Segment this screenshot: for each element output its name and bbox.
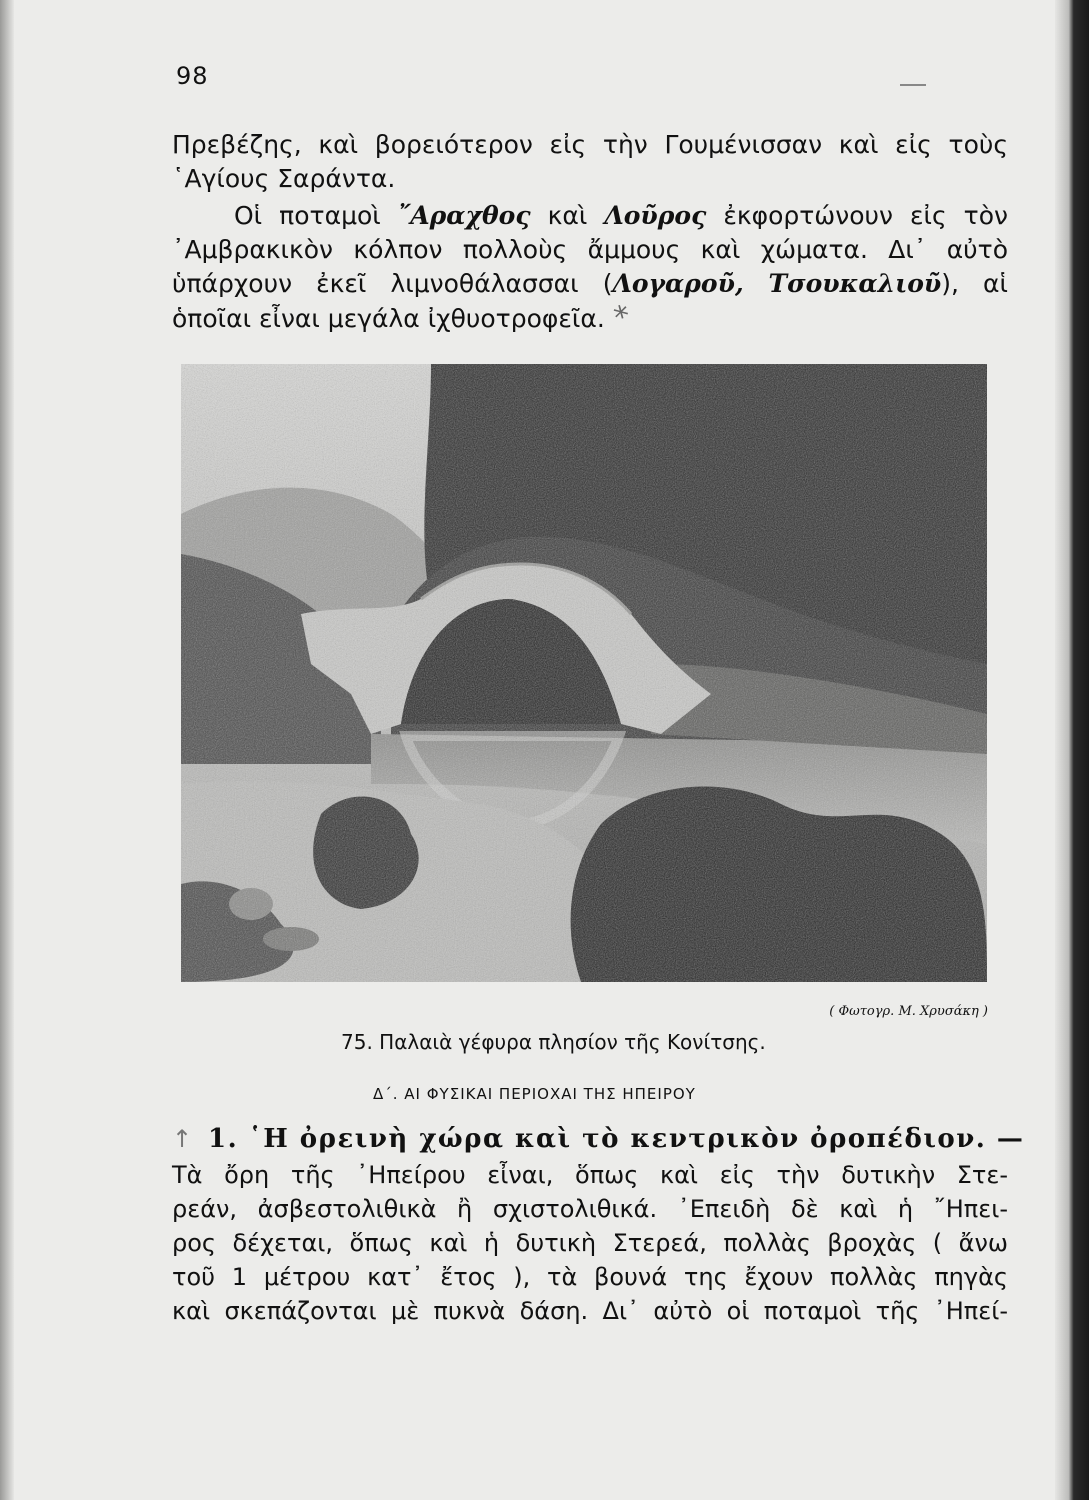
subheading: 1. ῾Η ὀρεινὴ χώρα καὶ τὸ κεντρικὸν ὀροπέδιον. — (208, 1124, 1025, 1154)
text-line (172, 298, 1008, 337)
paragraph-1 (172, 128, 1008, 196)
page-number: 98 (176, 62, 209, 90)
text-line (172, 199, 1008, 233)
photo-credit: ( Φωτογρ. Μ. Χρυσάκη ) (829, 1004, 988, 1019)
text-run: καὶ (530, 201, 605, 230)
text-line: ρεάν, ἀσβεστολιθικὰ ἢ σχιστολιθικά. ᾿Επειδὴ δὲ καὶ ἡ ῎Ηπει- (172, 1195, 1008, 1223)
lagoon-names: Λογαροῦ, Τσουκαλιοῦ (612, 269, 942, 298)
bridge-photo-illustration (181, 364, 987, 982)
pencil-asterisk: * (610, 298, 634, 337)
text-line: ᾿Αμβρακικὸν κόλπον πολλοὺς ἄμμους καὶ χώματα. Δι᾿ αὐτὸ (172, 235, 1008, 264)
text-line: Τὰ ὄρη τῆς ᾿Ηπείρου εἶναι, ὅπως καὶ εἰς τὴν δυτικὴν Στε- (172, 1161, 1008, 1189)
bridge-photograph (181, 364, 987, 982)
text-run: ἐκφορτώνουν εἰς τὸν (706, 201, 1008, 230)
text-line (172, 267, 1008, 301)
text-line: Πρεβέζης, καὶ βορειότερον εἰς τὴν Γουμένισσαν καὶ εἰς τοὺς (172, 130, 1008, 159)
text-line: καὶ σκεπάζονται μὲ πυκνὰ δάση. Δι᾿ αὐτὸ οἱ ποταμοὶ τῆς ᾿Ηπεί- (172, 1297, 1008, 1325)
pencil-arrow-mark: ↑ (172, 1125, 193, 1153)
subheading-line (172, 1124, 1025, 1154)
river-name-arachthos: ῎Αραχθος (397, 201, 531, 230)
page-edge (1055, 0, 1089, 1500)
text-run: ), αἱ (941, 269, 1008, 298)
section-heading: Δ΄. ΑΙ ΦΥΣΙΚΑΙ ΠΕΡΙΟΧΑΙ ΤΗΣ ΗΠΕΙΡΟΥ (373, 1085, 696, 1103)
figure-caption: 75. Παλαιὰ γέφυρα πλησίον τῆς Κονίτσης. (341, 1030, 766, 1054)
text-line: τοῦ 1 μέτρου κατ᾿ ἔτος ), τὰ βουνά της ἔχουν πολλὰς πηγὰς (172, 1263, 1008, 1291)
section-body (172, 1158, 1008, 1328)
text-line: ρος δέχεται, ὅπως καὶ ἡ δυτικὴ Στερεά, πολλὰς βροχὰς ( ἄνω (172, 1229, 1008, 1257)
paragraph-2 (172, 199, 1008, 336)
river-name-louros: Λοῦρος (604, 201, 707, 230)
page-gutter-shadow (0, 0, 14, 1500)
text-run: ὁποῖαι εἶναι μεγάλα ἰχθυοτροφεῖα. (172, 304, 605, 333)
stray-mark (900, 84, 926, 86)
text-line: ῾Αγίους Σαράντα. (172, 164, 396, 193)
text-run: ὑπάρχουν ἐκεῖ λιμνοθάλασσαι ( (172, 269, 613, 298)
text-run: Οἱ ποταμοὶ (234, 201, 398, 230)
